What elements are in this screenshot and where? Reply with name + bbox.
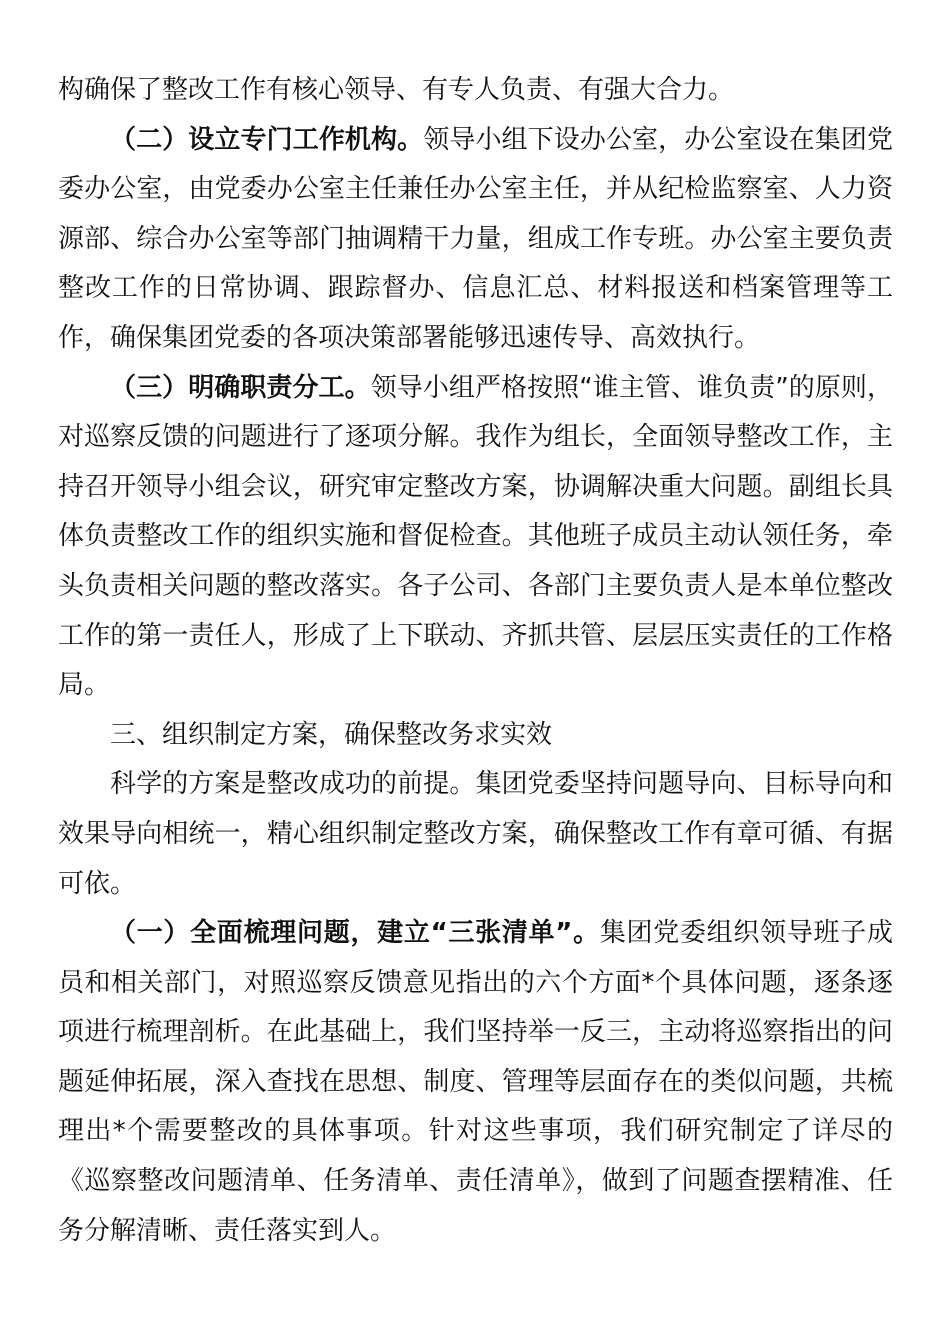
section-heading xyxy=(58,711,893,761)
paragraph-text: 领导小组下设办公室，办公室设在集团党委办公室，由党委办公室主任兼任办公室主任，并从纪检监察室、人力资源部、综合办公室等部门抽调精干力量，组成工作专班。办公室主要负责整改工作的日常协调、跟踪督办、信息汇总、材料报送和档案管理等工作，确保集团党委的各项决策部署能够迅速传导、高效执行。 xyxy=(58,124,893,353)
paragraph-lead-heading: （二）设立专门工作机构。 xyxy=(110,124,424,155)
paragraph-lead-heading: （一）全面梳理问题，建立“三张清单”。 xyxy=(110,918,600,949)
section-heading-text: 三、组织制定方案，确保整改务求实效 xyxy=(110,719,553,750)
paragraph-text: 领导小组严格按照“谁主管、谁负责”的原则，对巡察反馈的问题进行了逐项分解。我作为组长，全面领导整改工作，主持召开领导小组会议，研究审定整改方案，协调解决重大问题。副组长具体负责整改工作的组织实施和督促检查。其他班子成员主动认领任务，牵头负责相关问题的整改落实。各子公司、各部门主要负责人是本单位整改工作的第一责任人，形成了上下联动、齐抓共管、层层压实责任的工作格局。 xyxy=(58,372,893,701)
paragraph-text: 构确保了整改工作有核心领导、有专人负责、有强大合力。 xyxy=(58,75,735,105)
paragraph-intro xyxy=(58,760,893,909)
paragraph-responsibilities xyxy=(58,364,893,711)
paragraph-text: 集团党委组织领导班子成员和相关部门，对照巡察反馈意见指出的六个方面*个具体问题，逐条逐项进行梳理剖析。在此基础上，我们坚持举一反三，主动将巡察指出的问题延伸拓展，深入查找在思想、制度、管理等层面存在的类似问题，共梳理出*个需要整改的具体事项。针对这些事项，我们研究制定了详尽的《巡察整改问题清单、任务清单、责任清单》，做到了问题查摆精准、任务分解清晰、责任落实到人。 xyxy=(58,918,893,1246)
document-page xyxy=(58,66,893,1256)
paragraph-work-office xyxy=(58,116,893,364)
paragraph-lead-heading: （三）明确职责分工。 xyxy=(110,372,371,403)
paragraph-text: 科学的方案是整改成功的前提。集团党委坚持问题导向、目标导向和效果导向相统一，精心组织制定整改方案，确保整改工作有章可循、有据可依。 xyxy=(58,769,893,899)
paragraph-three-lists xyxy=(58,909,893,1256)
paragraph-continuation xyxy=(58,66,893,116)
